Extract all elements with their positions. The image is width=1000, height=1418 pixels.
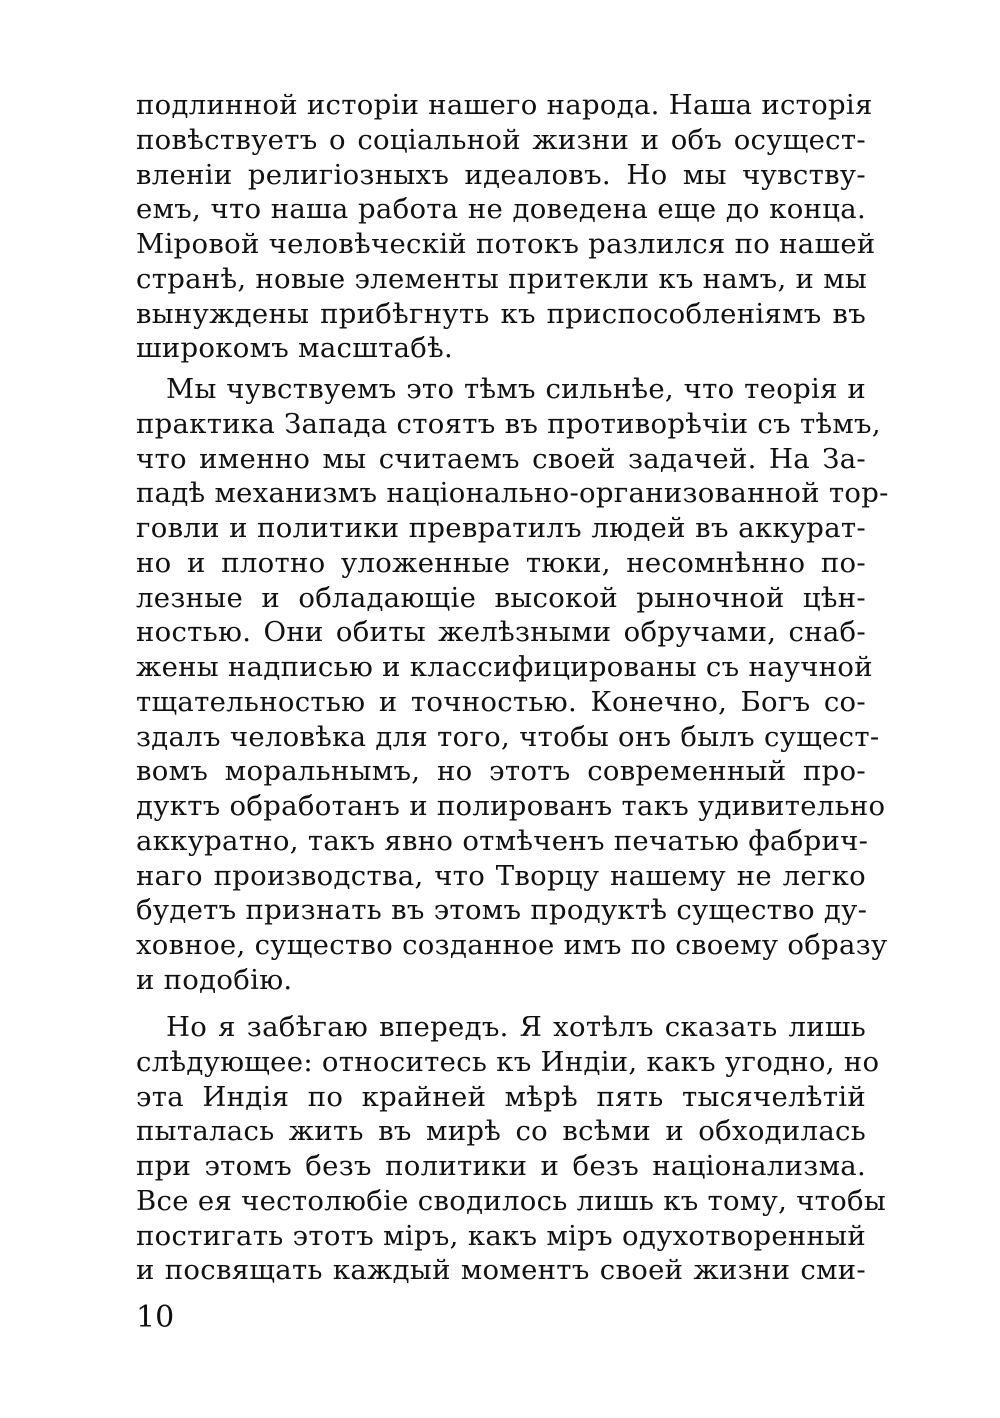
text-line: аккуратно, такъ явно отмѣченъ печатью фабрич- (136, 824, 869, 857)
text-line: тщательностью и точностью. Конечно, Богъ со- (136, 685, 866, 718)
text-line: что именно мы считаемъ своей задачей. На За- (136, 442, 866, 475)
text-line: вленіи религіозныхъ идеаловъ. Но мы чувству- (136, 158, 866, 191)
text-line: и подобію. (136, 963, 293, 996)
text-line: подлинной исторіи нашего народа. Наша исторія (136, 89, 873, 121)
text-line: постигать этотъ міръ, какъ міръ одухотворенный (136, 1219, 866, 1252)
text-line: будетъ признать въ этомъ продуктѣ существо ду- (136, 894, 868, 927)
text-line: пыталась жить въ мирѣ со всѣми и обходилась (136, 1115, 866, 1148)
text-line: но и плотно уложенные тюки, несомнѣнно по- (136, 546, 866, 579)
text-line: Все ея честолюбіе сводилось лишь къ тому, чтобы (136, 1184, 887, 1217)
text-line: емъ, что наша работа не доведена еще до конца. (136, 193, 866, 226)
paragraph-3 (136, 1010, 887, 1288)
text-line: эта Индія по крайней мѣрѣ пять тысячелѣтій (136, 1080, 866, 1113)
text-line: странѣ, новые элементы притекли къ намъ, и мы (136, 262, 868, 295)
text-line: Но я забѣгаю впередъ. Я хотѣлъ сказать лишь (166, 1011, 866, 1043)
text-line: слѣдующее: относитесь къ Индіи, какъ угодно, но (136, 1045, 880, 1078)
text-line: широкомъ масштабѣ. (136, 332, 454, 365)
text-line: и посвящать каждый моментъ своей жизни сми- (136, 1254, 866, 1287)
text-line: лезные и обладающіе высокой рыночной цѣн- (136, 581, 866, 614)
paragraph-1 (136, 88, 876, 366)
text-line: ностью. Они обиты желѣзными обручами, снаб- (136, 616, 866, 649)
text-line: ховное, существо созданное имъ по своему образу (136, 929, 888, 961)
paragraph-2 (136, 372, 889, 998)
text-line: здалъ человѣка для того, чтобы онъ былъ сущест- (136, 720, 880, 753)
text-line: повѣствуетъ о соціальной жизни и объ осущест- (136, 123, 866, 156)
text-line: говли и политики превратилъ людей въ аккурат- (136, 512, 866, 544)
text-line: вынуждены прибѣгнуть къ приспособленіямъ въ (136, 297, 866, 330)
text-line: Мы чувствуемъ это тѣмъ сильнѣе, что теорія и (166, 373, 866, 405)
text-line: наго производства, что Творцу нашему не легко (136, 859, 866, 892)
text-line: падѣ механизмъ національно-организованной тор- (136, 477, 889, 510)
text-line: дуктъ обработанъ и полированъ такъ удивительно (136, 790, 886, 822)
text-line: Міровой человѣческій потокъ разлился по нашей (136, 228, 876, 260)
text-line: жены надписью и классифицированы съ научной (136, 651, 873, 683)
page-number: 10 (136, 1300, 175, 1335)
text-line: практика Запада стоятъ въ противорѣчіи съ тѣмъ, (136, 407, 881, 440)
text-line: вомъ моральнымъ, но этотъ современный про- (136, 755, 866, 788)
text-line: при этомъ безъ политики и безъ націонализма. (136, 1150, 866, 1182)
